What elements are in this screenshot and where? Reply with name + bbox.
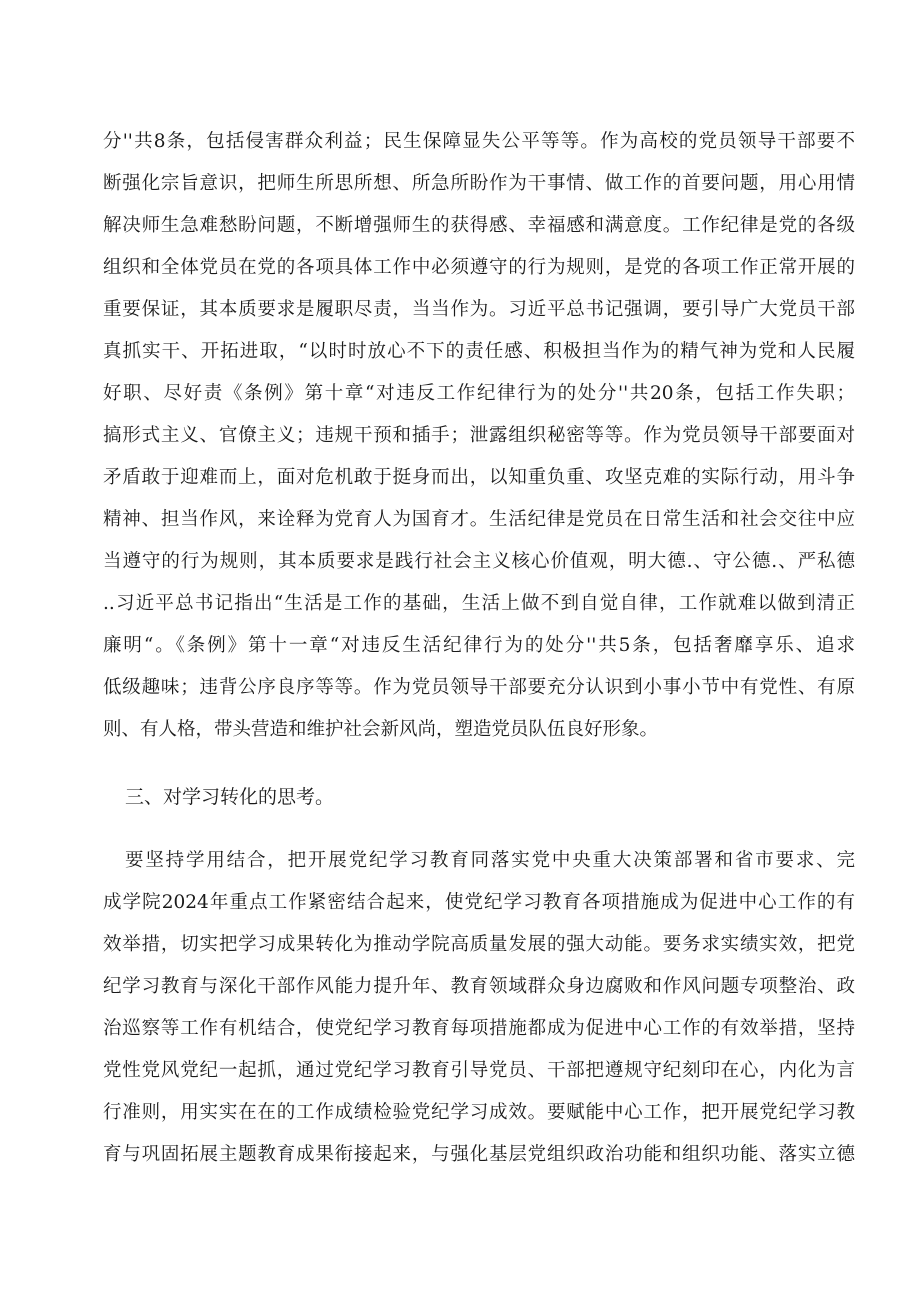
text-line: ..习近平总书记指出“生活是工作的基础，生活上做不到自觉自律，工作就难以做到清正 bbox=[103, 593, 855, 614]
text-line: 重要保证，其本质要求是履职尽责，当当作为。习近平总书记强调，要引导广大党员干部 bbox=[103, 299, 855, 320]
text-line: 低级趣味；违背公序良序等等。作为党员领导干部要充分认识到小事小节中有党性、有原 bbox=[103, 677, 855, 698]
text-line: 精神、担当作风，来诠释为党育人为国育才。生活纪律是党员在日常生活和社会交往中应 bbox=[103, 509, 855, 530]
text-line: 则、有人格，带头营造和维护社会新风尚，塑造党员队伍良好形象。 bbox=[103, 719, 659, 740]
text-line: 纪学习教育与深化干部作风能力提升年、教育领域群众身边腐败和作风问题专项整治、政 bbox=[103, 976, 855, 997]
text-line: 育与巩固拓展主题教育成果衔接起来，与强化基层党组织政治功能和组织功能、落实立德 bbox=[103, 1144, 855, 1165]
section-heading: 三、对学习转化的思考。 bbox=[125, 786, 335, 808]
text-line: 当遵守的行为规则，其本质要求是践行社会主义核心价值观，明大德.、守公德.、严私德 bbox=[103, 551, 855, 572]
text-line: 真抓实干、开拓进取，“以时时放心不下的责任感、积极担当作为的精气神为党和人民履 bbox=[103, 341, 855, 362]
text-line: 好职、尽好责《条例》第十章“对违反工作纪律行为的处分''共20条，包括工作失职； bbox=[103, 383, 855, 404]
text-line: 搞形式主义、官僚主义；违规干预和插手；泄露组织秘密等等。作为党员领导干部要面对 bbox=[103, 425, 855, 446]
text-line: 成学院2024年重点工作紧密结合起来，使党纪学习教育各项措施成为促进中心工作的有 bbox=[103, 892, 855, 913]
text-line: 分''共8条，包括侵害群众利益；民生保障显失公平等等。作为高校的党员领导干部要不 bbox=[103, 131, 855, 152]
text-line: 廉明“。《条例》第十一章“对违反生活纪律行为的处分''共5条，包括奢靡享乐、追求 bbox=[103, 635, 855, 656]
text-line: 效举措，切实把学习成果转化为推动学院高质量发展的强大动能。要务求实绩实效，把党 bbox=[103, 934, 855, 955]
text-line: 断强化宗旨意识，把师生所思所想、所急所盼作为干事情、做工作的首要问题，用心用情 bbox=[103, 173, 855, 194]
paragraph-study-transformation bbox=[103, 840, 855, 1176]
text-line: 治巡察等工作有机结合，使党纪学习教育每项措施都成为促进中心工作的有效举措，坚持 bbox=[103, 1018, 855, 1039]
text-line: 矛盾敢于迎难而上，面对危机敢于挺身而出，以知重负重、攻坚克难的实际行动，用斗争 bbox=[103, 467, 855, 488]
text-line: 党性党风党纪一起抓，通过党纪学习教育引导党员、干部把遵规守纪刻印在心，内化为言 bbox=[103, 1060, 855, 1081]
text-line: 组织和全体党员在党的各项具体工作中必须遵守的行为规则，是党的各项工作正常开展的 bbox=[103, 257, 855, 278]
text-line: 解决师生急难愁盼问题，不断增强师生的获得感、幸福感和满意度。工作纪律是党的各级 bbox=[103, 215, 855, 236]
text-line: 要坚持学用结合，把开展党纪学习教育同落实党中央重大决策部署和省市要求、完 bbox=[125, 850, 855, 871]
paragraph-discipline-section bbox=[103, 121, 855, 751]
text-line: 行准则，用实实在在的工作成绩检验党纪学习成效。要赋能中心工作，把开展党纪学习教 bbox=[103, 1102, 855, 1123]
